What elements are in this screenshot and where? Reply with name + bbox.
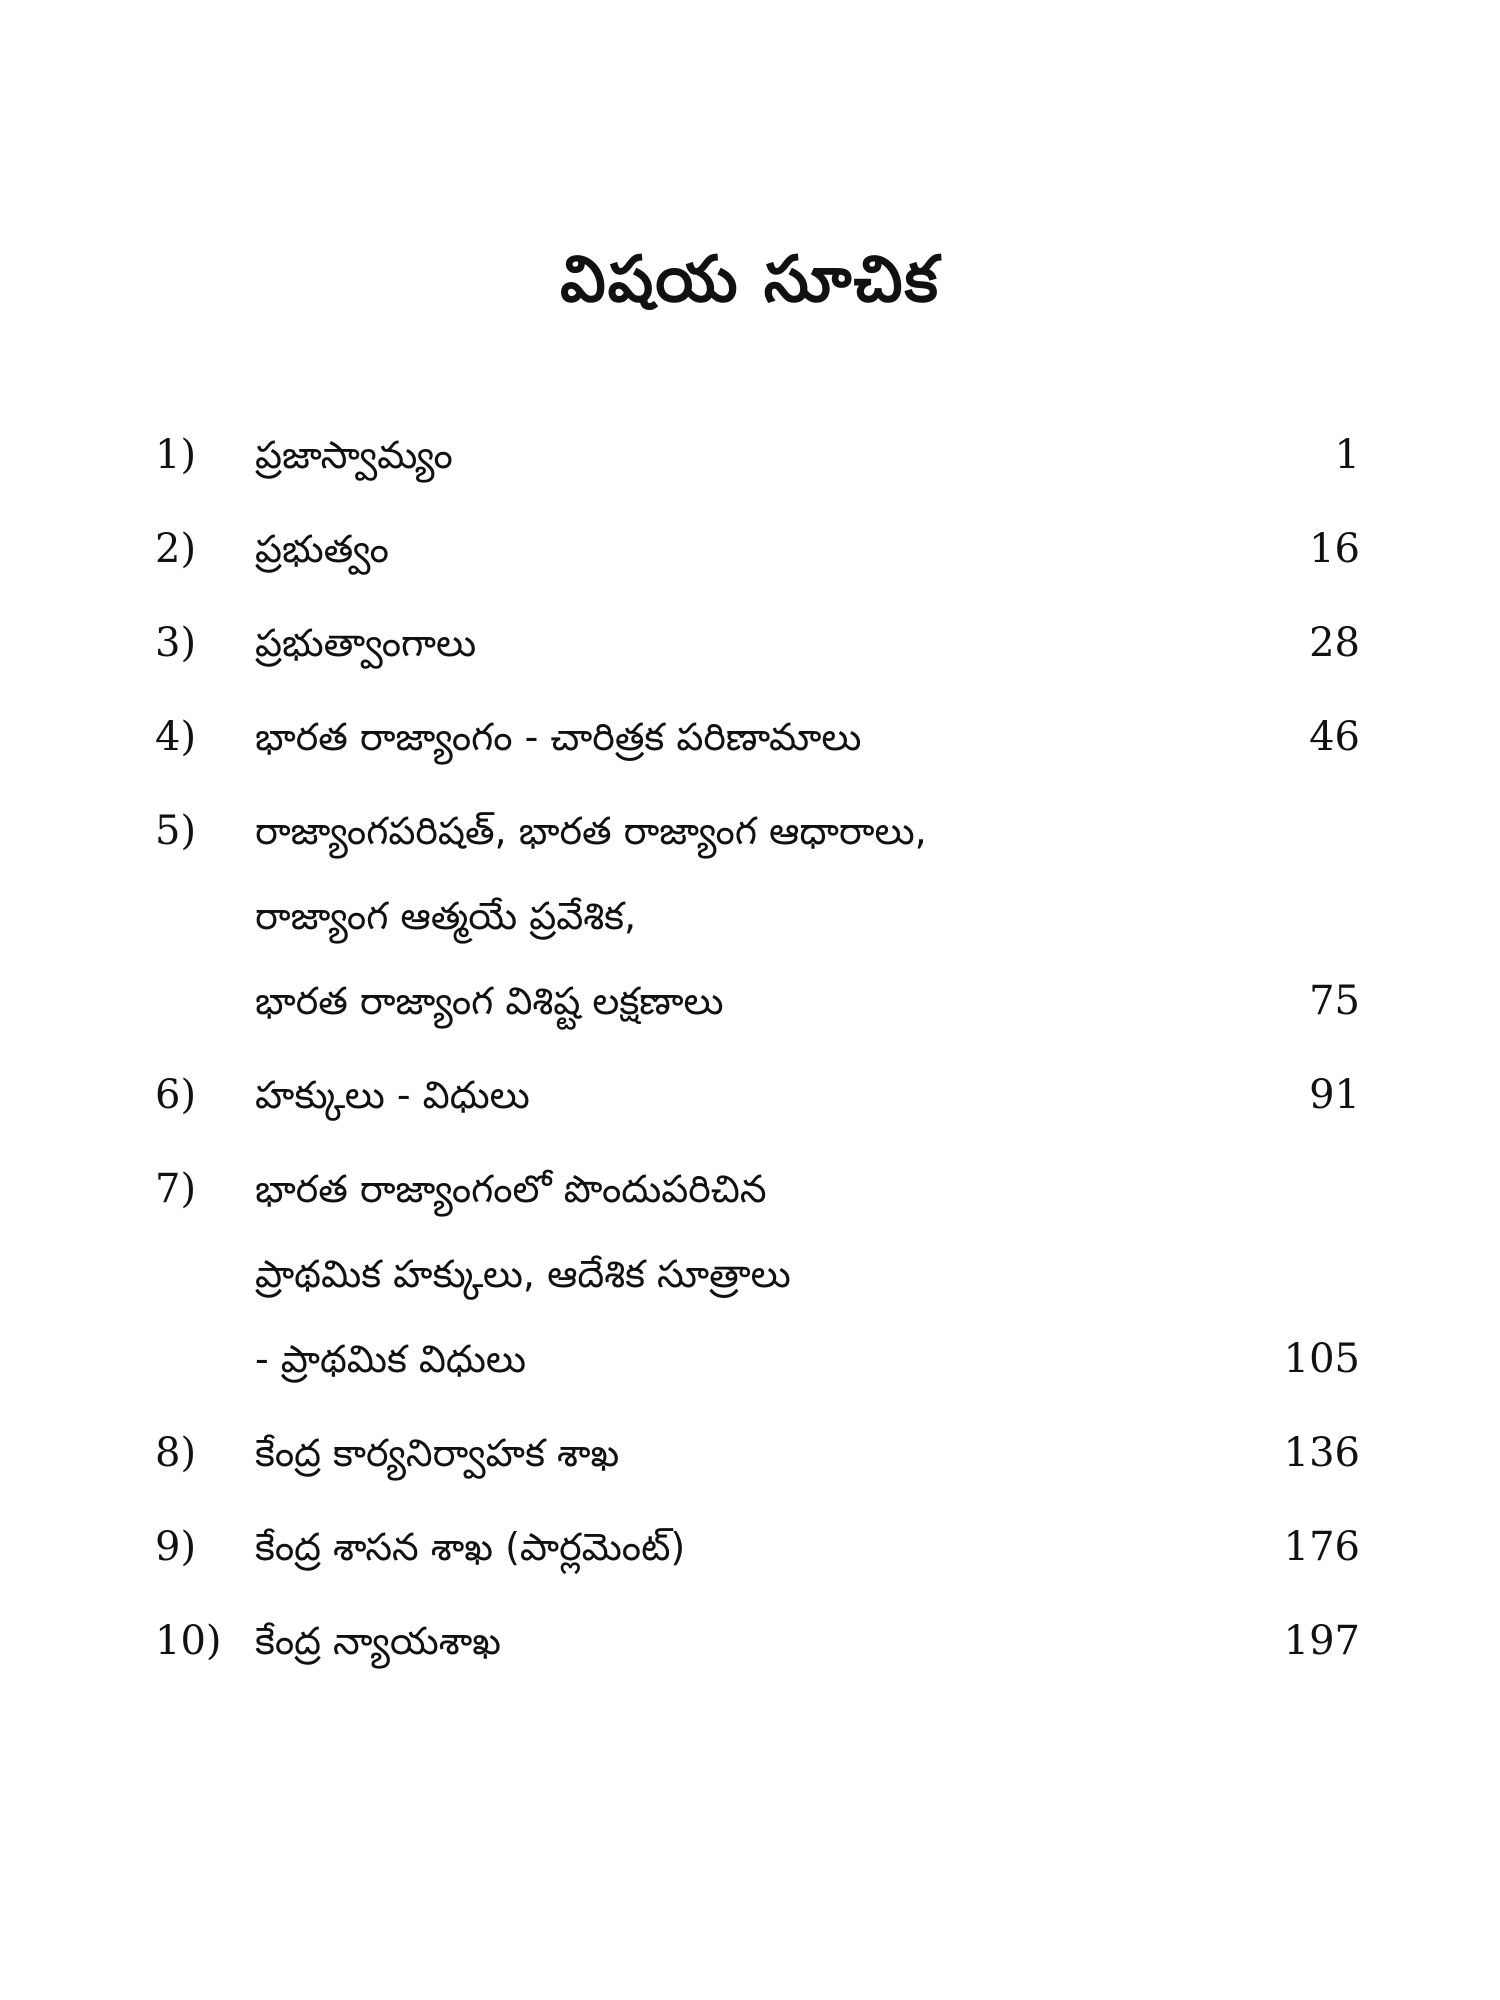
- entry-page-number: 105: [1283, 1336, 1360, 1382]
- toc-entry: [155, 1517, 1360, 1577]
- entry-page-number: 46: [1309, 714, 1360, 760]
- entry-title-line: భారత రాజ్యాంగం - చారిత్రక పరిణామాలు: [255, 715, 862, 759]
- entry-title-line: భారత రాజ్యాంగంలో పొందుపరిచిన: [255, 1167, 767, 1211]
- entry-page-number: 136: [1283, 1430, 1360, 1476]
- entry-number: 6): [155, 1072, 197, 1118]
- entry-number: 5): [155, 808, 197, 854]
- entry-page-number: 28: [1309, 620, 1360, 666]
- entry-title-line: ప్రజాస్వామ్యం: [255, 433, 453, 477]
- entry-title-line: ప్రాథమిక హక్కులు, ఆదేశిక సూత్రాలు: [255, 1252, 791, 1296]
- toc-entry: [155, 1065, 1360, 1125]
- entry-title-line: రాజ్యాంగపరిషత్, భారత రాజ్యాంగ ఆధారాలు,: [255, 809, 927, 853]
- toc-entry: [155, 1423, 1360, 1483]
- entry-page-number: 197: [1283, 1618, 1360, 1664]
- entry-title: [255, 425, 1155, 485]
- entry-title: [255, 1065, 1155, 1125]
- entry-page-number: 176: [1283, 1524, 1360, 1570]
- entry-title: [255, 1517, 1155, 1577]
- entry-title-line: హక్కులు - విధులు: [255, 1073, 530, 1117]
- entry-number: 3): [155, 620, 197, 666]
- toc-entry: [155, 613, 1360, 673]
- entry-number: 1): [155, 432, 197, 478]
- entry-page-number: 91: [1309, 1072, 1360, 1118]
- toc-entry: [155, 1611, 1360, 1671]
- entry-title: [255, 519, 1155, 579]
- entry-number: 9): [155, 1524, 197, 1570]
- toc-entry: [155, 801, 1360, 1031]
- entry-page-number: 75: [1309, 978, 1360, 1024]
- toc-entry: [155, 425, 1360, 485]
- table-of-contents: [155, 425, 1360, 1705]
- entry-title-line: ప్రభుత్వాంగాలు: [255, 621, 477, 665]
- entry-title-line: రాజ్యాంగ ఆత్మయే ప్రవేశిక,: [255, 894, 637, 938]
- entry-title: [255, 1423, 1155, 1483]
- toc-entry: [155, 707, 1360, 767]
- entry-title-line: - ప్రాథమిక విధులు: [255, 1337, 527, 1381]
- entry-number: 10): [155, 1618, 222, 1664]
- entry-number: 2): [155, 526, 197, 572]
- entry-title: [255, 1159, 1155, 1389]
- entry-page-number: 1: [1334, 432, 1360, 478]
- entry-number: 7): [155, 1166, 197, 1212]
- entry-title: [255, 1611, 1155, 1671]
- entry-title-line: కేంద్ర శాసన శాఖ (పార్లమెంట్): [255, 1525, 686, 1569]
- entry-number: 4): [155, 714, 197, 760]
- entry-title: [255, 801, 1155, 1031]
- entry-title: [255, 707, 1155, 767]
- entry-title-line: ప్రభుత్వం: [255, 527, 389, 571]
- entry-number: 8): [155, 1430, 197, 1476]
- page-title: విషయ సూచిక: [560, 243, 940, 317]
- entry-title: [255, 613, 1155, 673]
- entry-title-line: భారత రాజ్యాంగ విశిష్ట లక్షణాలు: [255, 979, 724, 1023]
- toc-entry: [155, 1159, 1360, 1389]
- entry-title-line: కేంద్ర కార్యనిర్వాహక శాఖ: [255, 1431, 620, 1475]
- toc-entry: [155, 519, 1360, 579]
- entry-page-number: 16: [1309, 526, 1360, 572]
- entry-title-line: కేంద్ర న్యాయశాఖ: [255, 1619, 501, 1663]
